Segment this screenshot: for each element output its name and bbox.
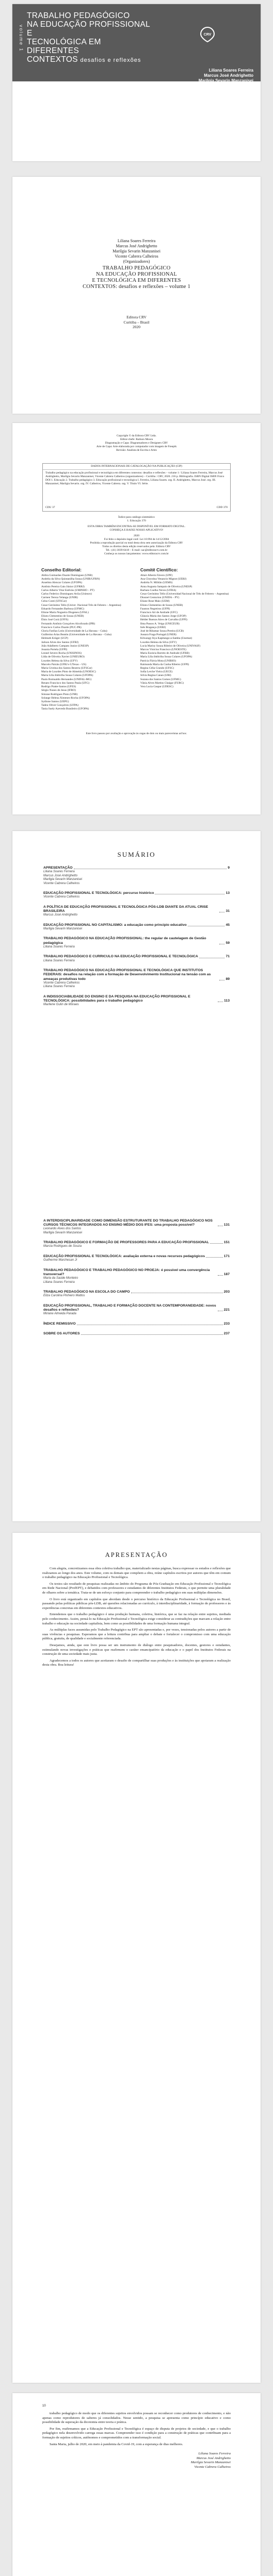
toc-line: [43, 1268, 230, 1277]
council-member: Antônio Pereira Gaio Júnior (UFRRJ): [41, 585, 85, 588]
signature-name: Vicente Cabrera Calheiros: [194, 2465, 231, 2469]
toc-line: [43, 1304, 230, 1313]
presentation-continued-page: [12, 2393, 261, 2576]
council-member: Sydione Santos (UEPG): [41, 700, 69, 703]
council-member: Maria de Lourdes Pinto de Almeida (UNOESC): [41, 670, 96, 674]
toc-line: [43, 866, 230, 870]
committee-member: Andréia N. Militão (UEMS): [140, 581, 173, 585]
toc-line: [43, 1290, 230, 1294]
council-member: Fernando Antônio Gonçalves Alcoforado (IPB): [41, 622, 95, 625]
toc-entry-author: Liliana Soares Ferreira: [43, 870, 75, 874]
toc-entry: [43, 1219, 230, 1235]
presentation-body: [42, 1567, 231, 1670]
committee-member: Suzana dos Santos Gomes (UFMG): [140, 677, 181, 681]
toc-entry-title: TRABALHO PEDAGÓGICO NA EDUCAÇÃO PROFISSIONAL E TECNOLÓGICA QUE INSTITUTOS FEDERAIS: desafios na relação com a formação de Desenvolvimento Institucional na tensão com as ameaças produtivas todo: [43, 969, 211, 981]
committee-member: Vera Lucia Gaspar (UDESC): [140, 685, 173, 689]
committee-member: Vânia Alves Martins Chaigar (FURG): [140, 681, 184, 685]
committee-member: Diosnel Centurion (UNIDA – PY): [140, 596, 180, 600]
cover-author: Marilgia Sevarin Manzanisei: [198, 78, 253, 83]
scientific-committee-list: [140, 574, 232, 689]
title-page-author: (Organizadores): [123, 259, 150, 264]
toc-page-number: 45: [226, 923, 230, 927]
presentation-paragraph: As múltiplas faces assumidas pelo Trabalho Pedagógico na EPT são apresentadas e, por vezes, tensionadas pelos autores a partir de suas vivências e pesquisas. Esperamos que a leitura contribua para ampliar o debate e fortalecer o compromisso com uma educação pública, gratuita, de qualidade e socialmente referenciada.: [42, 1628, 231, 1641]
toc-entry-title: A INDISSOCIABILIDADE DO ENSINO E DA PESQUISA NA EDUCAÇÃO PROFISSIONAL E TECNOLÓGICA: possibilidades para o trabalho pedagógico: [43, 994, 190, 1003]
council-member: Carmen Tereza Velanga (UNIR): [41, 596, 78, 600]
committee-member: Ilma Passos A. Veiga (UNICEUB): [140, 622, 180, 625]
toc-line: [43, 891, 230, 895]
crv-logo: [200, 27, 215, 42]
committee-member: José de Ribamar Sousa Pereira (UCB): [140, 630, 184, 633]
council-member: Rodrigo Pratte-Santos (UFES): [41, 685, 76, 689]
council-member: Solange Helena Ximenes-Rocha (UFOPA): [41, 696, 90, 700]
toc-entry-author: Liliana Soares Ferreira: [43, 985, 75, 989]
committee-member: Fauston Negreiros (UFPI): [140, 607, 170, 611]
council-member: Renato Francisco dos Santos Paula (UFG): [41, 681, 90, 685]
scientific-committee-title: Comitê Científico:: [140, 567, 178, 572]
presentation-paragraph: Os textos são resultado de pesquisas realizadas no âmbito do Programa de Pós-Graduação em Educação Profissional e Tecnológica em Rede Nacional (ProfEPT), e debatidos com professores e estudantes de diferentes Institutos Federais, o que permite uma pluralidade de olhares sobre a temática. Trata-se de um esforço conjunto para compreender o trabalho pedagógico em suas múltiplas dimensões.: [42, 1582, 231, 1595]
committee-member: Silvia Regina Canan (URI): [140, 674, 171, 677]
toc-page-number: 9: [228, 866, 230, 870]
signature-name: Liliana Soares Ferreira: [198, 2452, 231, 2456]
committee-member: Ana Chrystina Venancio Mignot (UERJ): [140, 578, 187, 581]
committee-member: Eliane Rose Maio (UEM): [140, 600, 170, 603]
toc-entry-author: Vicente Cabrera Calheiros: [43, 895, 80, 899]
toc-page-number: 221: [223, 1308, 230, 1312]
title-page-author: Vicente Cabrera Calheiros: [115, 254, 158, 259]
title-page-author: Marcus José Andrighetto: [116, 244, 157, 248]
toc-page-number: 13: [226, 891, 230, 895]
council-member: Eduardo Fernandes Barbosa (UFMG): [41, 607, 84, 611]
toc-entry-title: TRABALHO PEDAGÓGICO NA EDUCAÇÃO PROFISSIONAL: the regular de cautelagem de Gestão pedagógica: [43, 937, 206, 945]
toc-entry-author: Marilene Gulin de Moraes: [43, 1003, 79, 1007]
editorial-council: [41, 567, 133, 711]
crv-logo-text: CRV: [203, 33, 212, 37]
council-member: Carlos Alberto Vilar Estêvão (UMINHO – PT): [41, 588, 94, 592]
committee-member: Gláucia Maria dos Santos Jorge (UFOP): [140, 615, 186, 618]
committee-member: Altair Alberto Fávero (UPF): [140, 574, 173, 577]
toc-page-break: [43, 1013, 230, 1219]
cover-organizers-label: (Organizadores): [223, 89, 253, 93]
presentation-page: [12, 1533, 261, 2383]
toc-entry-author: Vicente Cabrera Calheiros: [43, 981, 80, 985]
signature-name: Marilgia Sevarin Manzanisei: [190, 2461, 231, 2465]
toc-entry: [43, 866, 230, 886]
council-member: Elione Maria Nogueira Diogenes (UFAL): [41, 611, 89, 615]
toc-line: [43, 995, 230, 1004]
cover-title: [27, 11, 151, 65]
council-member: Jailson Alves dos Santos (UFRJ): [41, 640, 79, 644]
peer-review-note: Este livro passou por avaliação e aprovação às cegas de dois ou mais pareceristas ad hoc.: [86, 732, 187, 735]
toc-entry-author: Eliza Carolina Pinheiro Mattos: [43, 1294, 85, 1298]
toc-entry-title: EDUCAÇÃO PROFISSIONAL NO CAPITALISMO: a educação como principio educativo: [43, 923, 187, 927]
committee-member: Sofia Lerche Vieira (UECE): [140, 670, 173, 674]
committee-member: Anna Augusta Sampaio de Oliveira (UNESP): [140, 585, 192, 588]
council-member: Anselmo Alencar Colares (UFOPA): [41, 581, 83, 585]
toc-page-number: 113: [224, 999, 230, 1003]
toc-line: [43, 1255, 230, 1259]
toc-entry-title: EDUCAÇÃO PROFISSIONAL E TECNOLÓGICA: percurso histórico: [43, 891, 154, 895]
committee-member: Cesar Gerónimo Tello (Universidad Nacional de Três de Febrero – Argentina): [140, 592, 229, 596]
toc-entry-author: Vicente Cabrera Calheiros: [43, 882, 80, 885]
title-page: [12, 177, 261, 414]
presentation-paragraph: Com alegria, concretizamos essa obra coletiva trabalho que, materializado nestas páginas, busca expressar os estudos e reflexões que realizamos ao longo dos anos. Este volume, com os demais que compõem a obra, reúne capítulos escritos por autores que têm em comum o trabalho pedagógico na Educação Profissional e Tecnológica.: [42, 1567, 231, 1580]
toc-line: [43, 905, 230, 914]
council-member: João Adalberto Campato Junior (UNESP): [41, 644, 89, 648]
council-member: Elizeu Clementino de Souza (UNEB): [41, 615, 84, 618]
toc-entry: [43, 1332, 230, 1336]
council-member: Josania Portela (UFPI): [41, 648, 68, 652]
cover-page: [12, 4, 261, 161]
toc-entry-author: Marilgia Sevarin Manzanisei: [43, 878, 83, 882]
editorial-council-list: [41, 574, 133, 711]
committee-member: Lucia Marisy Souza Ribeiro de Oliveira (UNIVASF): [140, 644, 201, 648]
catalog-record: [42, 463, 231, 512]
toc-entry: [43, 955, 230, 963]
council-member: Guillermo Arias Beatón (Universidade de La Havana – Cuba): [41, 633, 111, 637]
committee-member: Regina Célia Grando (UFSC): [140, 667, 174, 670]
toc-leader-dots: [210, 1243, 223, 1244]
toc-line: [43, 955, 230, 959]
toc-entry: [43, 891, 230, 900]
council-member: Celso Conti (UFSCar): [41, 600, 67, 603]
toc-entry-author: Miriane Almeida Parada: [43, 1312, 76, 1316]
copyright-credits: Copyright © da Editora CRV Ltda. Editor-chefe: Railson Moura Diagramação e Capa: Diagramadores e Designers CRV Arte de Capa: Arte elaborada por computador com imagem de Freepik Revisão: Analista de Escrita e Artes: [96, 434, 177, 452]
toc-page-number: 151: [223, 1241, 230, 1245]
toc-entry-author: Maria da Saúde Monteiro: [43, 1277, 78, 1280]
toc-leader-dots: [81, 1334, 223, 1335]
toc-entry: [43, 1241, 230, 1249]
committee-member: Marcos Vinicius Francisco (UNOESTE): [140, 648, 186, 652]
council-member: Tania Suely Azevedo Brasileiro (UFOPA): [41, 707, 89, 711]
toc-entry-author: Marilgia Sevarin Manzanisei: [43, 1231, 83, 1234]
toc-entry-title: EDUCAÇÃO PROFISSIONAL E TECNOLÓGICA: avaliação externa e novas recursos pedagógicos: [43, 1254, 205, 1258]
council-member: Francisco Carlos Duarte (PUC-PR): [41, 625, 82, 629]
toc-line: [43, 1332, 230, 1336]
council-member: Gloria Fariñas León (Universidade de La Havana – Cuba): [41, 630, 107, 633]
toc-page-number: 203: [223, 1290, 230, 1294]
cover-title-line: TRABALHO PEDAGÓGICO: [27, 11, 130, 20]
toc-entry-author: Leonardo Alves dos Santos: [43, 1227, 82, 1231]
cover-title-line: NA EDUCAÇÃO PROFISSIONAL E: [27, 20, 150, 38]
toc-page-number: 71: [226, 955, 230, 959]
copyright-notes: Índice para catálogo sistemático 1. Educação 370 ESTA OBRA TAMBÉM ENCONTRA-SE DISPONÍVEL EM FORMATO DIGITAL. CONHEÇA E BAIXE NOSSO APLICATIVO! 2020 Foi feito o depósito legal conf. Lei 10.994 de 14/12/2004 Proibida a reprodução parcial ou total desta obra sem autorização da Editora CRV Todos os direitos desta edição reservados pela: Editora CRV Tel.: (41) 3039-6418 – E-mail: sac@editoracrv.com.br Conheça os nossos lançamentos: www.editoracrv.com.br: [87, 516, 186, 555]
council-member: Cesar Gerónimo Tello (Univer .Nacional Três de Febrero – Argentina): [41, 603, 121, 607]
presentation-paragraph: Entendemos que o trabalho pedagógico é uma produção humana, coletiva, histórica, que se faz na relação entre sujeitos, mediada pelo conhecimento. Assim, pensá-lo na Educação Profissional e Tecnológica exige considerar as contradições que marcam a relação entre trabalho e educação na sociedade capitalista, bem como as possibilidades de uma formação humana integral.: [42, 1613, 231, 1625]
cover-subtitle: desafios e reflexões: [80, 57, 141, 63]
council-member: Simone Rodrigues Pinto (UNB): [41, 692, 78, 696]
catalog-record-body: Trabalho pedagógico na educação profissional e tecnológica em diferentes contextos: desafios e reflexões – volume 1 / Liliana Soares Ferreira, Marcus José Andrighetto, Marilgia Sevarin Manzanisei, Vicente Cabrera Calheiros (organizadores) – Curitiba : CRV, 2020. 216 p. Bibliografia. ISBN Digital ISBN Físico DOI 1. Educação 2. Trabalho pedagógico 3. Educação profissional e tecnológica I. Ferreira, Liliana Soares. org. II. Andrighetto, Marcus José. org. III. Manzanisei, Marilgia Sevarin. org. IV. Calheiros, Vicente Cabrera. org. V. Título VI. Série.: [45, 471, 224, 485]
council-member: Helmuth Krüger (UCP): [41, 637, 68, 640]
toc-entry: [43, 995, 230, 1007]
toc-page-number: 187: [223, 1272, 230, 1276]
page-number: 10: [42, 2404, 46, 2408]
toc-entry: [43, 1322, 230, 1326]
toc-page-number: 59: [226, 941, 230, 945]
toc-entry-title: APRESENTAÇÃO: [43, 866, 73, 870]
cover-title-line: TECNOLÓGICA EM DIFERENTES: [27, 38, 101, 55]
toc-line: [43, 1241, 230, 1245]
council-member: Marcelo Paixão (UFRJ e UTexas – US): [41, 663, 86, 666]
toc-line: [43, 969, 230, 981]
title-page-title: TRABALHO PEDAGÓGICO NA EDUCAÇÃO PROFISSIONAL E TECNOLÓGICA EM DIFERENTES CONTEXTOS: desafios e reflexões – volume 1: [83, 265, 190, 290]
presentation-paragraph: O livro está organizado em capítulos que abordam desde o percurso histórico da Educação Profissional e Tecnológica no Brasil, passando pelas políticas públicas pós-LDB, até questões relacionadas ao currículo, à interdisciplinaridade, à formação de professores e às experiências concretas em diferentes contextos educativos.: [42, 1597, 231, 1610]
toc-entry: [43, 1290, 230, 1298]
table-of-contents: [43, 866, 230, 1342]
toc-entry-title: SOBRE OS AUTORES: [43, 1331, 80, 1335]
toc-entry-author: Liliana Soares Ferreira: [43, 959, 75, 962]
signature-name: Marcus José Andrighetto: [196, 2456, 231, 2460]
presentation-paragraph: Desejamos, ainda, que este livro possa ser um instrumento de diálogo entre pesquisadores, docentes, gestores e estudantes, estimulando novas investigações e práticas que reafirmem o caráter emancipatório da educação e o papel dos Institutos Federais na construção de uma sociedade mais justa.: [42, 1643, 231, 1656]
presentation-paragraph: Agradecemos a todos os autores que aceitaram o desafio de compartilhar suas produções e às instituições que apoiaram a realização desta obra. Boa leitura!: [42, 1658, 231, 1667]
council-member: Lídia de Oliveira Xavier (UNIEURO): [41, 655, 85, 659]
toc-entry: [43, 1255, 230, 1263]
toc-entry-author: Guilherme Marchesan Jr: [43, 1259, 77, 1262]
toc-entry-title: TRABALHO PEDAGÓGICO NA ESCOLA DO CAMPO: [43, 1290, 130, 1294]
toc-entry-title: EDUCAÇÃO PROFISSIONAL, TRABALHO E FORMAÇÃO DOCENTE NA CONTEMPORANEIDADE: novos desafios e reflexões?: [43, 1303, 216, 1312]
toc-page-number: 131: [223, 1223, 230, 1227]
cover-title-line: CONTEXTOS desafios e reflexões: [27, 55, 141, 64]
title-page-authors: [12, 239, 261, 264]
summary-page: [12, 831, 261, 1521]
toc-page-number: 237: [223, 1331, 230, 1335]
toc-page-number: 233: [223, 1321, 230, 1326]
toc-line: [43, 1219, 230, 1228]
toc-entry: [43, 905, 230, 918]
toc-entry-author: Marcia Rodrigues de Souza: [43, 1245, 82, 1248]
toc-entry-title: TRABALHO PEDAGÓGICO E TRABALHO PEDAGÓGICO NO PROEJA: é possível uma convergência transversal?: [43, 1268, 210, 1276]
title-page-publisher: Editora CRV Curitiba – Brasil 2020: [123, 315, 150, 329]
place-date: Santa Maria, julho de 2020, em meio à pandemia da Covid-19, com a esperança de dias melhores.: [50, 2442, 183, 2446]
committee-member: Elizeu Clementino de Souza (UNEB): [140, 603, 183, 607]
committee-member: Lourdes Helena da Silva (UFV): [140, 640, 177, 644]
committee-member: Kilwangy Kya Kapitango-a-Samba (Unemat): [140, 637, 192, 640]
summary-title: SUMÁRIO: [117, 851, 156, 858]
presentation-paragraph: Por fim, reafirmamos que a Educação Profissional e Tecnológica é espaço de disputa de projetos de sociedade, e que o trabalho pedagógico nela desenvolvido carrega essas marcas. Compreender isso é condição para a construção de práticas que contribuam para a formação de sujeitos críticos, autônomos e comprometidos com a transformação social.: [42, 2427, 231, 2439]
cover-author: Vicente Cabrera Calheiros: [202, 83, 253, 88]
toc-line: [43, 937, 230, 945]
toc-entry-title: TRABALHO PEDAGÓGICO E FORMAÇÃO DE PROFESSORES PARA A EDUCAÇÃO PROFISSIONAL: [43, 1241, 209, 1245]
scientific-committee: [140, 567, 232, 689]
presentation-paragraph: trabalho pedagógico de modo que os diferentes sujeitos envolvidos possam se reconhecer como produtores de conhecimento, e não apenas como reprodutores de saberes já consolidados. Nesse sentido, a pesquisa se apresenta como princípio educativo e como possibilidade de superação da dicotomia entre teoria e prática.: [42, 2412, 231, 2425]
toc-entry: [43, 937, 230, 949]
copyright-page: [12, 423, 261, 815]
toc-entry: [43, 1304, 230, 1316]
toc-page-number: 89: [226, 977, 230, 981]
toc-line: [43, 923, 230, 927]
toc-entry: [43, 1268, 230, 1284]
council-member: Maria Cristina dos Santos Bezerra (UFSCar): [41, 667, 92, 670]
committee-member: Inês Bragança (UERJ): [140, 625, 166, 629]
council-member: Leonel Severo Rocha (UNISINOS): [41, 652, 82, 655]
cover-authors: [199, 68, 253, 94]
signature-block: [42, 2452, 231, 2469]
committee-member: Francisco Ari de Andrade (UFC): [140, 611, 178, 615]
toc-line: [43, 1322, 230, 1326]
editorial-council-title: Conselho Editorial:: [41, 567, 82, 572]
council-member: Tadeu Oliver Gonçalves (UFPA): [41, 704, 78, 707]
cover-author: Marcus José Andrighetto: [204, 73, 253, 78]
toc-entry-author: Marcus José Andrighetto: [43, 913, 78, 917]
catalog-cdd: CDD 370: [216, 506, 228, 509]
council-member: Sérgio Nunes de Jesus (IFRO): [41, 689, 76, 692]
catalog-cdu: CDU 37: [45, 506, 55, 509]
council-member: Élsio José Corá (UFFS): [41, 618, 69, 622]
presentation-continued-body: [42, 2412, 231, 2470]
toc-entry: [43, 923, 230, 931]
committee-member: Patrícia Flávia Mota (UNIRIO): [140, 659, 176, 663]
toc-leader-dots: [218, 1275, 223, 1276]
toc-entry-author: Liliana Soares Ferreira: [43, 945, 75, 948]
toc-entry-author: Liliana Soares Ferreira: [43, 1280, 75, 1284]
toc-entry-title: TRABALHO PEDAGÓGICO E CURRICULO NA EDUCAÇÃO PROFISSIONAL E TECNOLÓGICA: [43, 955, 198, 959]
toc-entry-title: ÍNDICE REMISSIVO: [43, 1321, 76, 1326]
council-member: Carlos Federico Dominguez Avila (Unieuro): [41, 592, 92, 596]
council-member: Lourdes Helena da Silva (UFV): [41, 659, 78, 663]
committee-member: Maria Eurácia Barreto de Andrade (UFRB): [140, 652, 190, 655]
toc-entry: [43, 969, 230, 989]
council-member: Aldira Guimarães Duarte Domínguez (UNB): [41, 574, 93, 577]
council-member: Andréia da Silva Quintanilha Sousa (UNIR/UFRN): [41, 578, 100, 581]
council-member: Maria Lília Imbiriba Sousa Colares (UFOPA): [41, 674, 93, 677]
committee-member: Maria Lília Imbiriba Sousa Colares (UFOPA): [140, 655, 192, 659]
toc-entry-title: A INTERDISCIPLINARIDADE COMO DIMENSÃO ESTRUTURANTE DO TRABALHO PEDAGÓGICO NOS CURSOS TÉCNICOS INTEGRADOS AO ENSINO MÉDIO DOS IFES: uma proposta possível?: [43, 1218, 213, 1227]
committee-member: Jussara Fraga Portugal (UNEB): [140, 633, 176, 637]
catalog-record-header: DADOS INTERNACIONAIS DE CATALOGAÇÃO NA PUBLICAÇÃO (CIP): [43, 464, 230, 470]
committee-member: Helder Buenos Aires de Carvalho (UFPI): [140, 618, 187, 622]
toc-entry-author: Marcus José Andrighetto: [43, 874, 78, 877]
toc-page-number: 31: [226, 909, 230, 913]
cover-volume-label: volume 1: [19, 25, 24, 52]
toc-page-number: 171: [223, 1254, 230, 1258]
toc-leader-dots: [206, 1257, 223, 1258]
council-member: Paulo Romualdo Hernandes (UNIFAL-MG): [41, 677, 92, 681]
presentation-title: APRESENTAÇÃO: [105, 1551, 168, 1558]
cover-author: Liliana Soares Ferreira: [208, 68, 253, 73]
editorial-councils: [41, 567, 232, 711]
title-page-author: Marilgia Sevarin Manzanisei: [113, 249, 160, 253]
title-page-author: Liliana Soares Ferreira: [117, 239, 156, 243]
committee-member: Barbara Coelho Neves (UFBA): [140, 588, 176, 592]
toc-entry-title: A POLÍTICA DE EDUCAÇÃO PROFISSIONAL E TECNOLÓGICA PÓS-LDB DIANTE DA ATUAL CRISE BRASILEIRA: [43, 905, 208, 913]
committee-member: Raimunda Maria da Cunha Ribeiro (UFPI): [140, 663, 189, 666]
toc-entry-author: Marilgia Sevarin Manzanisei: [43, 927, 83, 930]
